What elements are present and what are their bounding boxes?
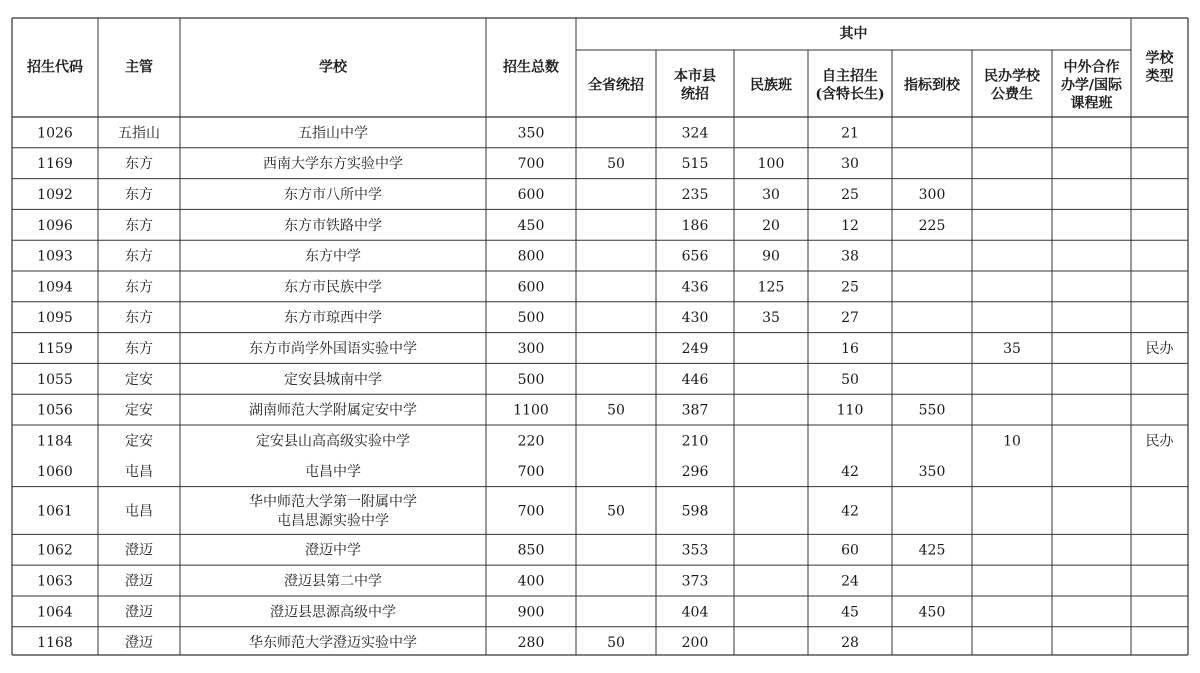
cell-self: 25	[841, 279, 859, 296]
cell-total: 1100	[513, 402, 549, 419]
header-sub-3: 民族班	[750, 77, 792, 94]
cell-local: 436	[681, 279, 709, 296]
cell-school: 东方市民族中学	[284, 279, 382, 296]
cell-authority: 东方	[125, 217, 153, 234]
cell-authority: 东方	[125, 310, 153, 327]
cell-self: 60	[841, 542, 859, 559]
cell-total: 850	[517, 542, 545, 559]
cell-quota: 425	[918, 542, 946, 559]
cell-total: 220	[517, 433, 545, 450]
header-sub-1: 全省统招	[588, 77, 644, 94]
cell-local: 656	[681, 248, 709, 265]
cell-authority: 澄迈	[125, 542, 153, 559]
cell-quota: 550	[918, 402, 946, 419]
cell-school: 澄迈中学	[305, 542, 361, 559]
cell-quota: 450	[918, 604, 946, 621]
cell-local: 235	[681, 187, 709, 203]
cell-province: 50	[607, 156, 625, 173]
cell-self: 12	[841, 217, 859, 234]
cell-private: 10	[1003, 433, 1021, 450]
header-sub-7: 中外合作	[1063, 59, 1120, 76]
cell-ethnic: 30	[762, 187, 780, 203]
cell-total: 700	[517, 156, 545, 173]
cell-school: 定安县城南中学	[284, 371, 382, 388]
cell-school: 华中师范大学第一附属中学	[249, 493, 417, 510]
cell-total: 600	[517, 187, 545, 203]
cell-local: 324	[681, 125, 709, 142]
cell-ethnic: 35	[762, 310, 780, 327]
table-body	[37, 124, 1174, 651]
cell-self: 42	[841, 503, 859, 520]
cell-code: 1061	[37, 503, 73, 520]
cell-school: 屯昌中学	[305, 464, 361, 481]
cell-self: 27	[841, 310, 859, 327]
cell-code: 1063	[37, 573, 73, 590]
cell-type: 民办	[1145, 433, 1174, 450]
header-sub-6: 民办学校	[984, 68, 1040, 85]
header-sub-5: 指标到校	[904, 77, 960, 94]
cell-authority: 澄迈	[125, 604, 153, 621]
cell-total: 700	[517, 464, 545, 481]
cell-school: 东方中学	[305, 248, 361, 265]
cell-code: 1169	[37, 156, 73, 173]
cell-local: 249	[681, 341, 709, 357]
cell-authority: 五指山	[118, 125, 160, 142]
cell-school: 东方市尚学外国语实验中学	[249, 341, 417, 357]
cell-ethnic: 125	[757, 279, 785, 296]
cell-total: 400	[517, 573, 545, 590]
cell-local: 200	[681, 635, 709, 652]
header-sub-2: 本市县	[674, 68, 716, 85]
cell-authority: 定安	[125, 433, 153, 450]
cell-code: 1062	[37, 542, 73, 559]
cell-total: 500	[517, 310, 545, 327]
cell-local: 515	[681, 156, 709, 173]
cell-local: 404	[681, 604, 709, 621]
cell-local: 446	[681, 371, 709, 388]
cell-province: 50	[607, 503, 625, 520]
cell-type: 民办	[1145, 341, 1174, 357]
cell-quota: 350	[918, 464, 946, 481]
cell-code: 1064	[37, 604, 73, 621]
cell-local: 387	[681, 402, 709, 419]
cell-total: 900	[517, 604, 545, 621]
cell-code: 1055	[37, 371, 73, 388]
cell-school: 华东师范大学澄迈实验中学	[249, 635, 417, 652]
cell-school: 屯昌思源实验中学	[277, 512, 389, 529]
table-grid	[12, 18, 1188, 655]
cell-code: 1095	[37, 310, 73, 327]
cell-code: 1094	[37, 279, 73, 296]
cell-code: 1096	[37, 217, 73, 234]
cell-quota: 300	[918, 187, 946, 203]
cell-total: 700	[517, 503, 545, 520]
cell-local: 296	[681, 464, 709, 481]
cell-authority: 东方	[125, 187, 153, 203]
cell-authority: 东方	[125, 279, 153, 296]
cell-authority: 东方	[125, 156, 153, 173]
cell-school: 东方市八所中学	[284, 187, 382, 203]
cell-local: 353	[681, 542, 709, 559]
cell-total: 300	[517, 341, 545, 357]
cell-self: 16	[841, 341, 859, 357]
cell-total: 500	[517, 371, 545, 388]
cell-total: 450	[517, 217, 545, 234]
header-school: 学校	[319, 59, 347, 76]
cell-self: 25	[841, 187, 859, 203]
header-sub-4: (含特长生)	[815, 86, 885, 103]
cell-authority: 屯昌	[125, 464, 153, 481]
header-sub-7: 办学/国际	[1060, 77, 1123, 94]
cell-school: 五指山中学	[298, 125, 368, 142]
cell-local: 598	[681, 503, 709, 520]
header-code: 招生代码	[27, 59, 83, 76]
header-type: 学校	[1145, 50, 1174, 67]
header-sub-4: 自主招生	[822, 68, 878, 85]
cell-self: 30	[841, 156, 859, 173]
cell-ethnic: 90	[762, 248, 780, 265]
header-authority: 主管	[125, 59, 153, 76]
header-total: 招生总数	[503, 59, 559, 76]
cell-self: 21	[841, 125, 859, 142]
cell-local: 210	[681, 433, 709, 450]
cell-self: 42	[841, 464, 859, 481]
cell-school: 澄迈县第二中学	[284, 573, 382, 590]
cell-school: 东方市琼西中学	[284, 310, 382, 327]
cell-private: 35	[1003, 341, 1021, 357]
cell-code: 1168	[37, 635, 73, 652]
cell-province: 50	[607, 402, 625, 419]
cell-code: 1026	[37, 125, 73, 142]
cell-code: 1184	[37, 433, 73, 450]
cell-self: 24	[841, 573, 859, 590]
cell-self: 38	[841, 248, 859, 265]
cell-authority: 澄迈	[125, 635, 153, 652]
cell-authority: 澄迈	[125, 573, 153, 590]
header-sub-2: 统招	[681, 86, 709, 103]
cell-authority: 东方	[125, 248, 153, 265]
cell-local: 373	[681, 573, 709, 590]
cell-self: 28	[841, 635, 859, 652]
header-sub-7: 课程班	[1070, 95, 1113, 112]
header-sub-6: 公费生	[991, 86, 1033, 103]
cell-local: 430	[681, 310, 709, 327]
cell-ethnic: 100	[757, 156, 785, 173]
cell-quota: 225	[918, 217, 946, 234]
cell-total: 280	[517, 635, 545, 652]
cell-school: 湖南师范大学附属定安中学	[249, 402, 417, 419]
cell-authority: 东方	[125, 341, 153, 357]
cell-self: 110	[836, 402, 864, 419]
cell-code: 1092	[37, 187, 73, 203]
cell-local: 186	[681, 217, 709, 234]
cell-ethnic: 20	[762, 217, 780, 234]
cell-self: 45	[841, 604, 859, 621]
cell-self: 50	[841, 371, 859, 388]
header-group: 其中	[839, 26, 868, 42]
cell-authority: 屯昌	[125, 503, 153, 520]
cell-authority: 定安	[125, 402, 153, 419]
cell-total: 350	[517, 125, 545, 142]
cell-authority: 定安	[125, 371, 153, 388]
cell-code: 1060	[37, 464, 73, 481]
cell-code: 1056	[37, 402, 73, 419]
cell-school: 西南大学东方实验中学	[263, 156, 403, 173]
header-type: 类型	[1145, 68, 1174, 85]
cell-school: 定安县山高高级实验中学	[256, 433, 410, 450]
cell-total: 600	[517, 279, 545, 296]
cell-code: 1159	[37, 341, 73, 357]
cell-province: 50	[607, 635, 625, 652]
cell-school: 澄迈县思源高级中学	[270, 604, 396, 621]
cell-school: 东方市铁路中学	[284, 217, 382, 234]
table-header	[26, 25, 1175, 112]
cell-total: 800	[517, 248, 545, 265]
cell-code: 1093	[37, 248, 73, 265]
